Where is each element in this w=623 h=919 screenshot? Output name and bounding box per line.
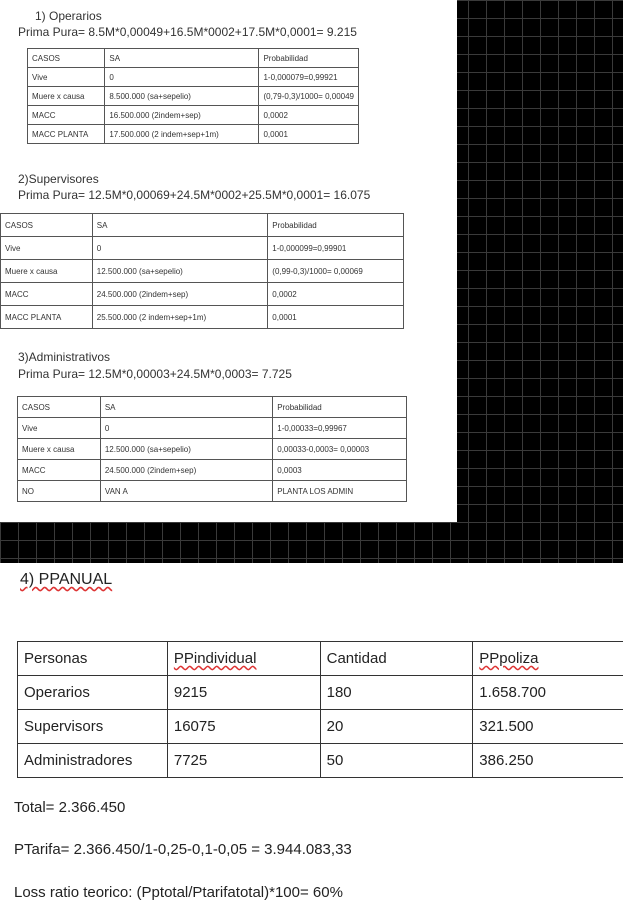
table-cell: 386.250	[473, 744, 623, 778]
header-cell: SA	[105, 49, 259, 68]
table-cell: 12.500.000 (sa+sepelio)	[92, 260, 268, 283]
header-cell: SA	[100, 397, 272, 418]
table-cell: 9215	[167, 676, 320, 710]
table-row	[18, 744, 623, 778]
table-cell: 1-0,00033=0,99967	[273, 418, 407, 439]
header-cell: Probabilidad	[268, 214, 404, 237]
table-header-row	[18, 397, 407, 418]
table-cell: VAN A	[100, 481, 272, 502]
table-cell: 17.500.000 (2 indem+sep+1m)	[105, 125, 259, 144]
table-cell: 16075	[167, 710, 320, 744]
table-cell: 0	[92, 237, 268, 260]
document-sheet-1	[0, 0, 457, 522]
section-title-ppanual: 4) PPANUAL	[20, 571, 113, 588]
table-cell: 24.500.000 (2indem+sep)	[92, 283, 268, 306]
table-cell: 7725	[167, 744, 320, 778]
formula-supervisores: Prima Pura= 12.5M*0,00069+24.5M*0002+25.5M*0,0001= 16.075	[18, 188, 371, 202]
header-cell: Probabilidad	[273, 397, 407, 418]
table-operarios	[27, 48, 359, 144]
table-header-row	[28, 49, 359, 68]
table-row	[18, 676, 623, 710]
table-cell: 8.500.000 (sa+sepelio)	[105, 87, 259, 106]
loss-ratio-line: Loss ratio teorico: (Pptotal/Ptarifatotal)*100= 60%	[14, 884, 343, 901]
section-title-operarios: 1) Operarios	[35, 9, 102, 23]
table-row	[18, 710, 623, 744]
table-cell: 16.500.000 (2indem+sep)	[105, 106, 259, 125]
table-cell: Supervisors	[18, 710, 168, 744]
table-cell: 180	[320, 676, 473, 710]
table-row	[1, 260, 404, 283]
table-administrativos	[17, 396, 407, 502]
formula-administrativos: Prima Pura= 12.5M*0,00003+24.5M*0,0003= 7.725	[18, 367, 292, 381]
table-cell: 25.500.000 (2 indem+sep+1m)	[92, 306, 268, 329]
table-row	[28, 87, 359, 106]
table-row	[18, 418, 407, 439]
table-cell: Muere x causa	[18, 439, 101, 460]
table-row	[28, 68, 359, 87]
header-cell: CASOS	[18, 397, 101, 418]
table-cell: (0,99-0,3)/1000= 0,00069	[268, 260, 404, 283]
header-cell: CASOS	[28, 49, 105, 68]
table-row	[18, 439, 407, 460]
table-row	[28, 125, 359, 144]
table-cell: Vive	[1, 237, 93, 260]
table-cell: 12.500.000 (sa+sepelio)	[100, 439, 272, 460]
table-row	[18, 460, 407, 481]
table-cell: MACC PLANTA	[1, 306, 93, 329]
table-cell: 1-0,000079=0,99921	[259, 68, 359, 87]
table-cell: 0	[105, 68, 259, 87]
table-cell: MACC PLANTA	[28, 125, 105, 144]
document-sheet-2	[0, 563, 623, 919]
table-cell: 24.500.000 (2indem+sep)	[100, 460, 272, 481]
table-row	[1, 283, 404, 306]
table-supervisores	[0, 213, 404, 329]
section-title-supervisores: 2)Supervisores	[18, 172, 99, 186]
table-row	[28, 106, 359, 125]
table-cell: 321.500	[473, 710, 623, 744]
table-cell: Vive	[18, 418, 101, 439]
header-cell: PPindividual	[167, 642, 320, 676]
table-cell: Vive	[28, 68, 105, 87]
table-cell: 0,0001	[268, 306, 404, 329]
header-cell: Probabilidad	[259, 49, 359, 68]
table-cell: 1-0,000099=0,99901	[268, 237, 404, 260]
table-cell: Operarios	[18, 676, 168, 710]
header-cell: Personas	[18, 642, 168, 676]
table-cell: Administradores	[18, 744, 168, 778]
table-cell: 20	[320, 710, 473, 744]
table-header-row	[18, 642, 623, 676]
formula-operarios: Prima Pura= 8.5M*0,00049+16.5M*0002+17.5M*0,0001= 9.215	[18, 25, 357, 39]
table-cell: Muere x causa	[28, 87, 105, 106]
section-title-administrativos: 3)Administrativos	[18, 350, 111, 364]
header-cell: CASOS	[1, 214, 93, 237]
table-cell: 0,0002	[259, 106, 359, 125]
header-cell: Cantidad	[320, 642, 473, 676]
table-header-row	[1, 214, 404, 237]
table-row	[1, 237, 404, 260]
table-cell: NO	[18, 481, 101, 502]
table-cell: 0,0003	[273, 460, 407, 481]
table-cell: 0	[100, 418, 272, 439]
table-row	[18, 481, 407, 502]
table-cell: MACC	[28, 106, 105, 125]
table-ppanual	[17, 641, 623, 778]
header-cell: PPpoliza	[473, 642, 623, 676]
table-cell: Muere x causa	[1, 260, 93, 283]
table-cell: 1.658.700	[473, 676, 623, 710]
table-cell: (0,79-0,3)/1000= 0,00049	[259, 87, 359, 106]
table-cell: 0,0001	[259, 125, 359, 144]
table-cell: MACC	[18, 460, 101, 481]
table-cell: 50	[320, 744, 473, 778]
total-line: Total= 2.366.450	[14, 799, 126, 816]
table-cell: PLANTA LOS ADMIN	[273, 481, 407, 502]
header-cell: SA	[92, 214, 268, 237]
table-cell: 0,00033-0,0003= 0,00003	[273, 439, 407, 460]
table-cell: MACC	[1, 283, 93, 306]
table-cell: 0,0002	[268, 283, 404, 306]
ptarifa-line: PTarifa= 2.366.450/1-0,25-0,1-0,05 = 3.944.083,33	[14, 841, 352, 858]
table-row	[1, 306, 404, 329]
